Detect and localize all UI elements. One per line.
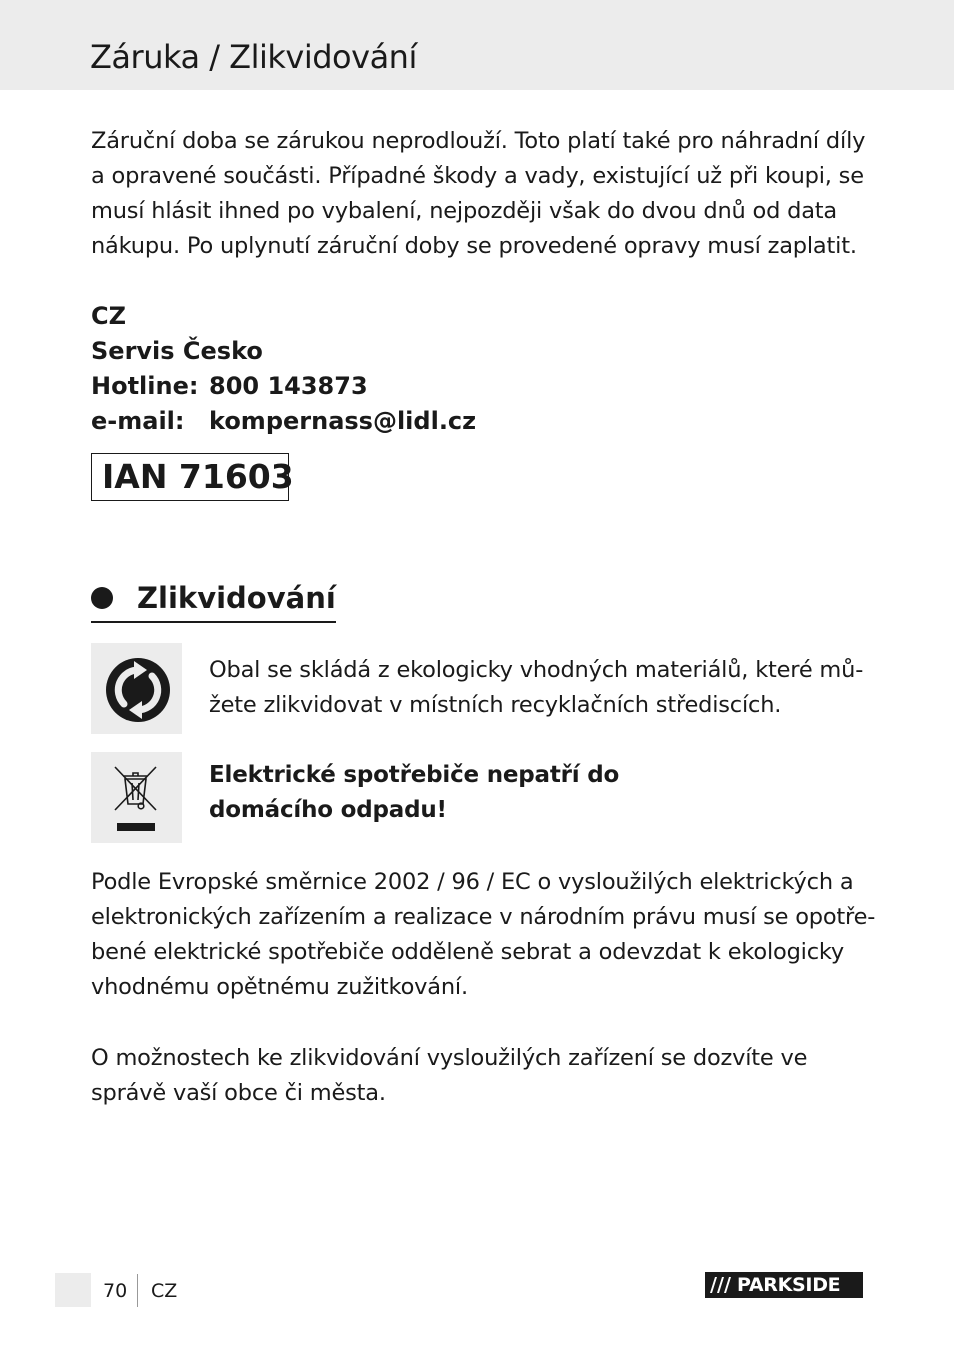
text-line: Obal se skládá z ekologicky vhodných materiálů, které mů-	[209, 657, 864, 683]
text-line: O možnostech ke zlikvidování vysloužilých zařízení se dozvíte ve	[91, 1045, 808, 1071]
service-name: Servis Česko	[91, 337, 263, 365]
footer-language: CZ	[151, 1280, 178, 1302]
brand-logo	[705, 1272, 863, 1298]
brand-name: PARKSIDE	[737, 1274, 841, 1296]
recycling-green-dot-icon	[91, 643, 182, 734]
text-line: musí hlásit ihned po vybalení, nejpozději však do dvou dnů od data	[91, 198, 838, 224]
service-country: CZ	[91, 302, 127, 330]
weee-icon-tile	[91, 752, 182, 843]
text-line: domácího odpadu!	[209, 797, 447, 823]
text-line: správě vaší obce či města.	[91, 1080, 386, 1106]
logo-stripes-icon	[705, 1272, 735, 1298]
hotline-row	[91, 369, 476, 404]
hotline-number: 800 143873	[209, 372, 368, 400]
text-line: Záruční doba se zárukou neprodlouží. Toto platí také pro náhradní díly	[91, 128, 866, 154]
directive-paragraph	[91, 865, 875, 1005]
disposal-section-heading	[91, 575, 336, 623]
footer-divider	[137, 1274, 138, 1307]
text-line: vhodnému opětnému zužitkování.	[91, 974, 468, 1000]
email-row	[91, 404, 476, 439]
text-line: Podle Evropské směrnice 2002 / 96 / EC o vysloužilých elektrických a	[91, 869, 854, 895]
text-line: žete zlikvidovat v místních recyklačních střediscích.	[209, 692, 782, 718]
hotline-label: Hotline:	[91, 372, 199, 400]
weee-warning-text	[209, 758, 619, 828]
crossed-out-wheelie-bin-icon	[91, 752, 182, 843]
info-paragraph	[91, 1041, 807, 1111]
email-label: e-mail:	[91, 407, 185, 435]
service-contact	[91, 299, 476, 439]
text-line: Elektrické spotřebiče nepatří do	[209, 762, 620, 788]
recycling-icon-tile	[91, 643, 182, 734]
warranty-paragraph	[91, 124, 865, 264]
ian-box: IAN 71603	[91, 453, 289, 501]
bullet-icon	[91, 587, 113, 609]
text-line: a opravené součásti. Případné škody a vady, existující už při koupi, se	[91, 163, 864, 189]
email-address: kompernass@lidl.cz	[209, 407, 477, 435]
footer-marker	[55, 1273, 91, 1307]
text-line: bené elektrické spotřebiče odděleně sebrat a odevzdat k ekologicky	[91, 939, 845, 965]
disposal-heading: Zlikvidování	[137, 581, 336, 615]
page-number: 70	[103, 1280, 128, 1302]
page-title: Záruka / Zlikvidování	[90, 38, 417, 76]
recycling-text	[209, 653, 863, 723]
text-line: elektronických zařízením a realizace v národním právu musí se opotře-	[91, 904, 876, 930]
text-line: nákupu. Po uplynutí záruční doby se provedené opravy musí zaplatit.	[91, 233, 857, 259]
